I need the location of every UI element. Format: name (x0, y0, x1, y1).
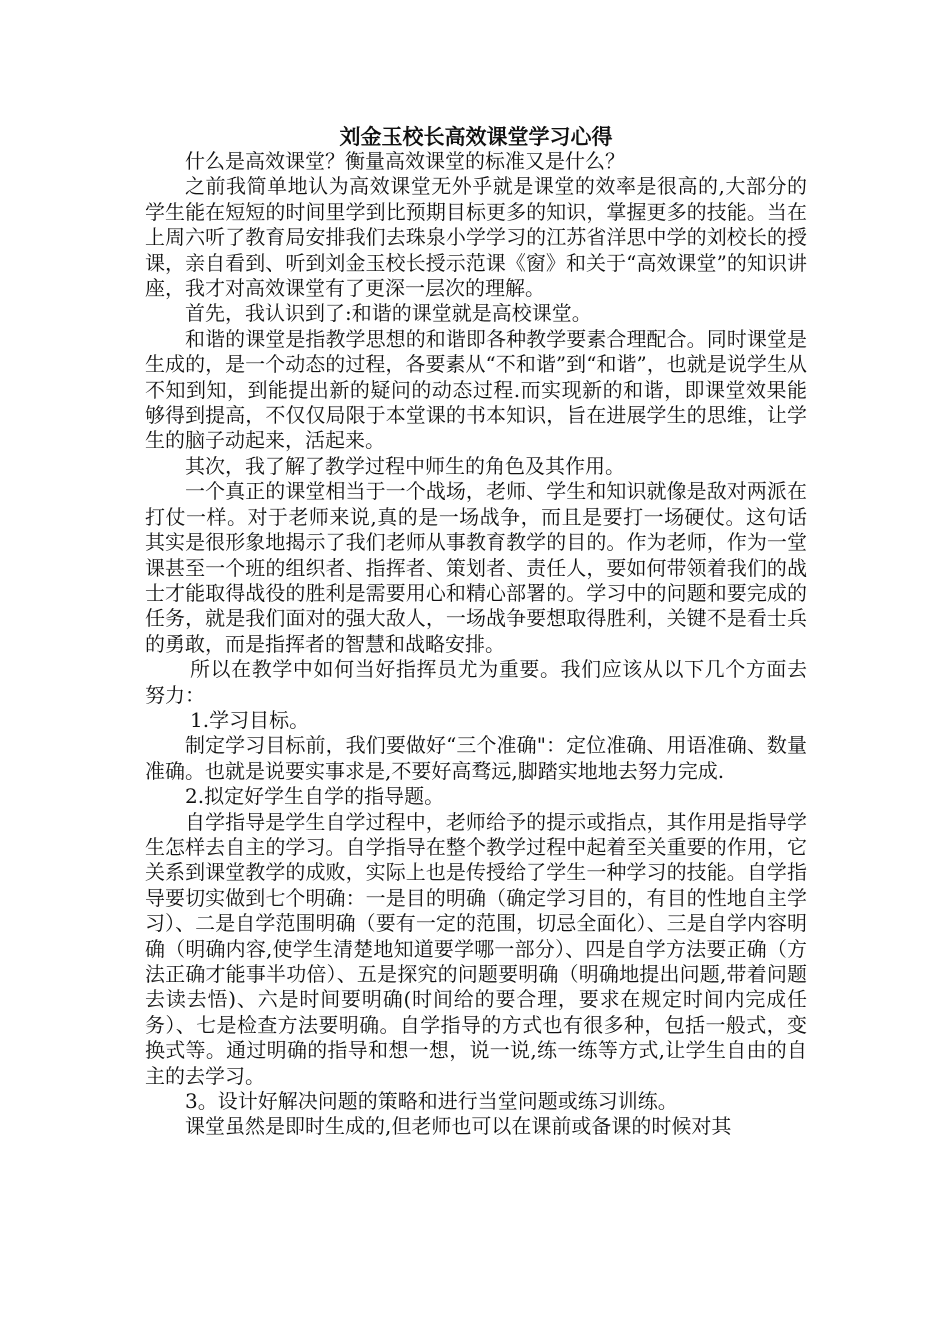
document-title: 刘金玉校长高效课堂学习心得 (339, 124, 613, 149)
paragraph-commander: 所以在教学中如何当好指挥员尤为重要。我们应该从以下几个方面去努力： (145, 657, 807, 707)
paragraph-self-study: 自学指导是学生自学过程中，老师给予的提示或指点，其作用是指导学生怎样去自主的学习。自学指导在整个教学过程中起着至关重要的作用，它关系到课堂教学的成败，实际上也是传授给了学生一种学习的技能。自学指导要切实做到七个明确：一是目的明确（确定学习目的，有目的性地自主学习）、二是自学范围明确（要有一定的范围，切忌全面化）、三是自学内容明确（明确内容,使学生清楚地知道要学哪一部分）、四是自学方法要正确（方法正确才能事半功倍）、五是探究的问题要明确（明确地提出问题,带着问题去读去悟)、六是时间要明确(时间给的要合理，要求在规定时间内完成任务）、七是检查方法要明确。自学指导的方式也有很多种，包括一般式，变换式等。通过明确的指导和想一想，说一说,练一练等方式,让学生自由的自主的去学习。 (145, 809, 807, 1088)
document-page (145, 124, 807, 1140)
paragraph-intro: 之前我简单地认为高效课堂无外乎就是课堂的效率是很高的,大部分的学生能在短短的时间里学到比预期目标更多的知识，掌握更多的技能。当在上周六听了教育局安排我们去珠泉小学学习的江苏省洋思中学的刘校长的授课，亲自看到、听到刘金玉校长授示范课《窗》和关于“高效课堂”的知识讲座，我才对高效课堂有了更深一层次的理解。 (145, 174, 807, 301)
paragraph-battlefield: 一个真正的课堂相当于一个战场，老师、学生和知识就像是敌对两派在打仗一样。对于老师来说,真的是一场战争，而且是要打一场硬仗。这句话其实是很形象地揭示了我们老师从事教育教学的目的。作为老师，作为一堂课甚至一个班的组织者、指挥者、策划者、责任人，要如何带领着我们的战士才能取得战役的胜利是需要用心和精心部署的。学习中的问题和要完成的任务，就是我们面对的强大敌人，一场战争要想取得胜利，关键不是看士兵的勇敢，而是指挥者的智慧和战略安排。 (145, 479, 807, 656)
paragraph-classroom: 课堂虽然是即时生成的,但老师也可以在课前或备课的时候对其 (185, 1114, 732, 1139)
paragraph-objectives: 制定学习目标前，我们要做好“三个准确"：定位准确、用语准确、数量准确。也就是说要实事求是,不要好高骛远,脚踏实地地去努力完成. (145, 733, 807, 783)
paragraph-harmony: 和谐的课堂是指教学思想的和谐即各种教学要素合理配合。同时课堂是生成的，是一个动态的过程，各要素从“不和谐”到“和谐”，也就是说学生从不知到知，到能提出新的疑问的动态过程.而实现新的和谐，即课堂效果能够得到提高，不仅仅局限于本堂课的书本知识，旨在进展学生的思维，让学生的脑子动起来，活起来。 (145, 326, 807, 453)
paragraph-heading-3: 3。设计好解决问题的策略和进行当堂问题或练习训练。 (185, 1089, 678, 1114)
paragraph-heading-2: 2.拟定好学生自学的指导题。 (185, 784, 445, 809)
paragraph-first-point: 首先，我认识到了:和谐的课堂就是高校课堂。 (185, 301, 592, 326)
paragraph-heading-1: 1.学习目标。 (190, 707, 310, 732)
paragraph-question: 什么是高效课堂？衡量高效课堂的标准又是什么？ (185, 149, 625, 173)
paragraph-second-point: 其次，我了解了教学过程中师生的角色及其作用。 (185, 453, 625, 478)
